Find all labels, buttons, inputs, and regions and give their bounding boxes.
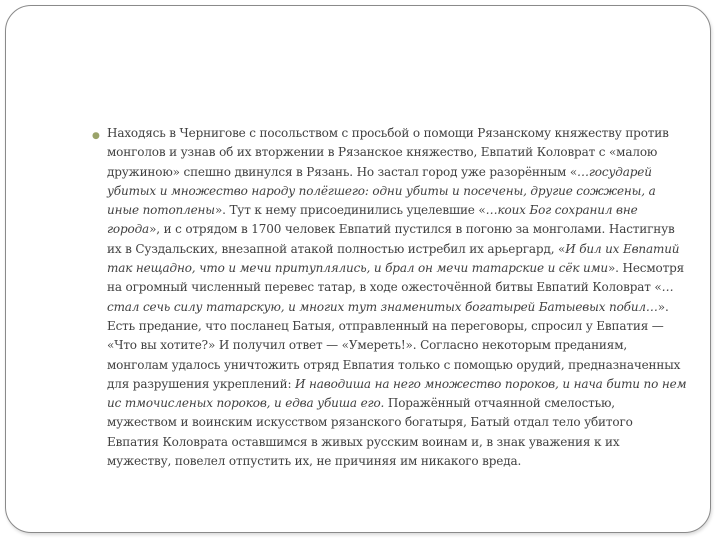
text-run: ». Несмотря на огромный численный перевес татар, в ходе ожесточённой битвы Евпатий Коловрат « <box>107 261 685 295</box>
text-run: Поражённый отчаянной смелостью, мужеством и воинским искусством рязанского богатыря, Батый отдал тело убитого Евпатия Коловрата оставшимся в живых русским воинам и, в знак уважения к их мужеству, повелел отпустить их, не причиняя им никакого вреда. <box>107 396 633 469</box>
quote-run: И бил их Евпатий так нещадно, что и мечи притуплялись, и брал он мечи татарские и сёк ими <box>107 241 680 276</box>
body-paragraph <box>107 124 687 471</box>
text-run: Находясь в Чернигове с посольством с просьбой о помощи Рязанскому княжеству против монголов и узнав об их вторжении в Рязанское княжество, Евпатий Коловрат с «малою дружиною» спешно двинулся в Рязань. Но застал город уже разорённым « <box>107 126 669 179</box>
quote-run: …стал сечь силу татарскую, и многих тут знаменитых богатырей Батыевых побил… <box>107 280 674 314</box>
quote-run: …коих Бог сохранил вне города <box>107 203 638 237</box>
text-run: ». Тут к нему присоединились уцелевшие « <box>214 203 486 218</box>
bullet-icon: ● <box>92 131 100 141</box>
quote-run: И наводиша на него множество пороков, и нача бити по нем ис тмочисленых пороков, и едва убиша его. <box>107 376 687 411</box>
slide-frame <box>5 5 711 533</box>
quote-run: …государей убитых и множество народу полёгшего: одни убиты и посечены, другие сожжены, а иные потоплены <box>107 164 656 218</box>
text-run: ». Есть предание, что посланец Батыя, отправленный на переговоры, спросил у Евпатия — «Что вы хотите?» И получил ответ — «Умереть!». Согласно некоторым преданиям, монголам удалось уничтожить отряд Евпатия только с помощью орудий, предназначенных для разрушения укреплений: <box>107 299 681 391</box>
text-run: », и с отрядом в 1700 человек Евпатий пустился в погоню за монголами. Настигнув их в Суздальских, внезапной атакой полностью истребил их арьергард, « <box>107 222 675 256</box>
